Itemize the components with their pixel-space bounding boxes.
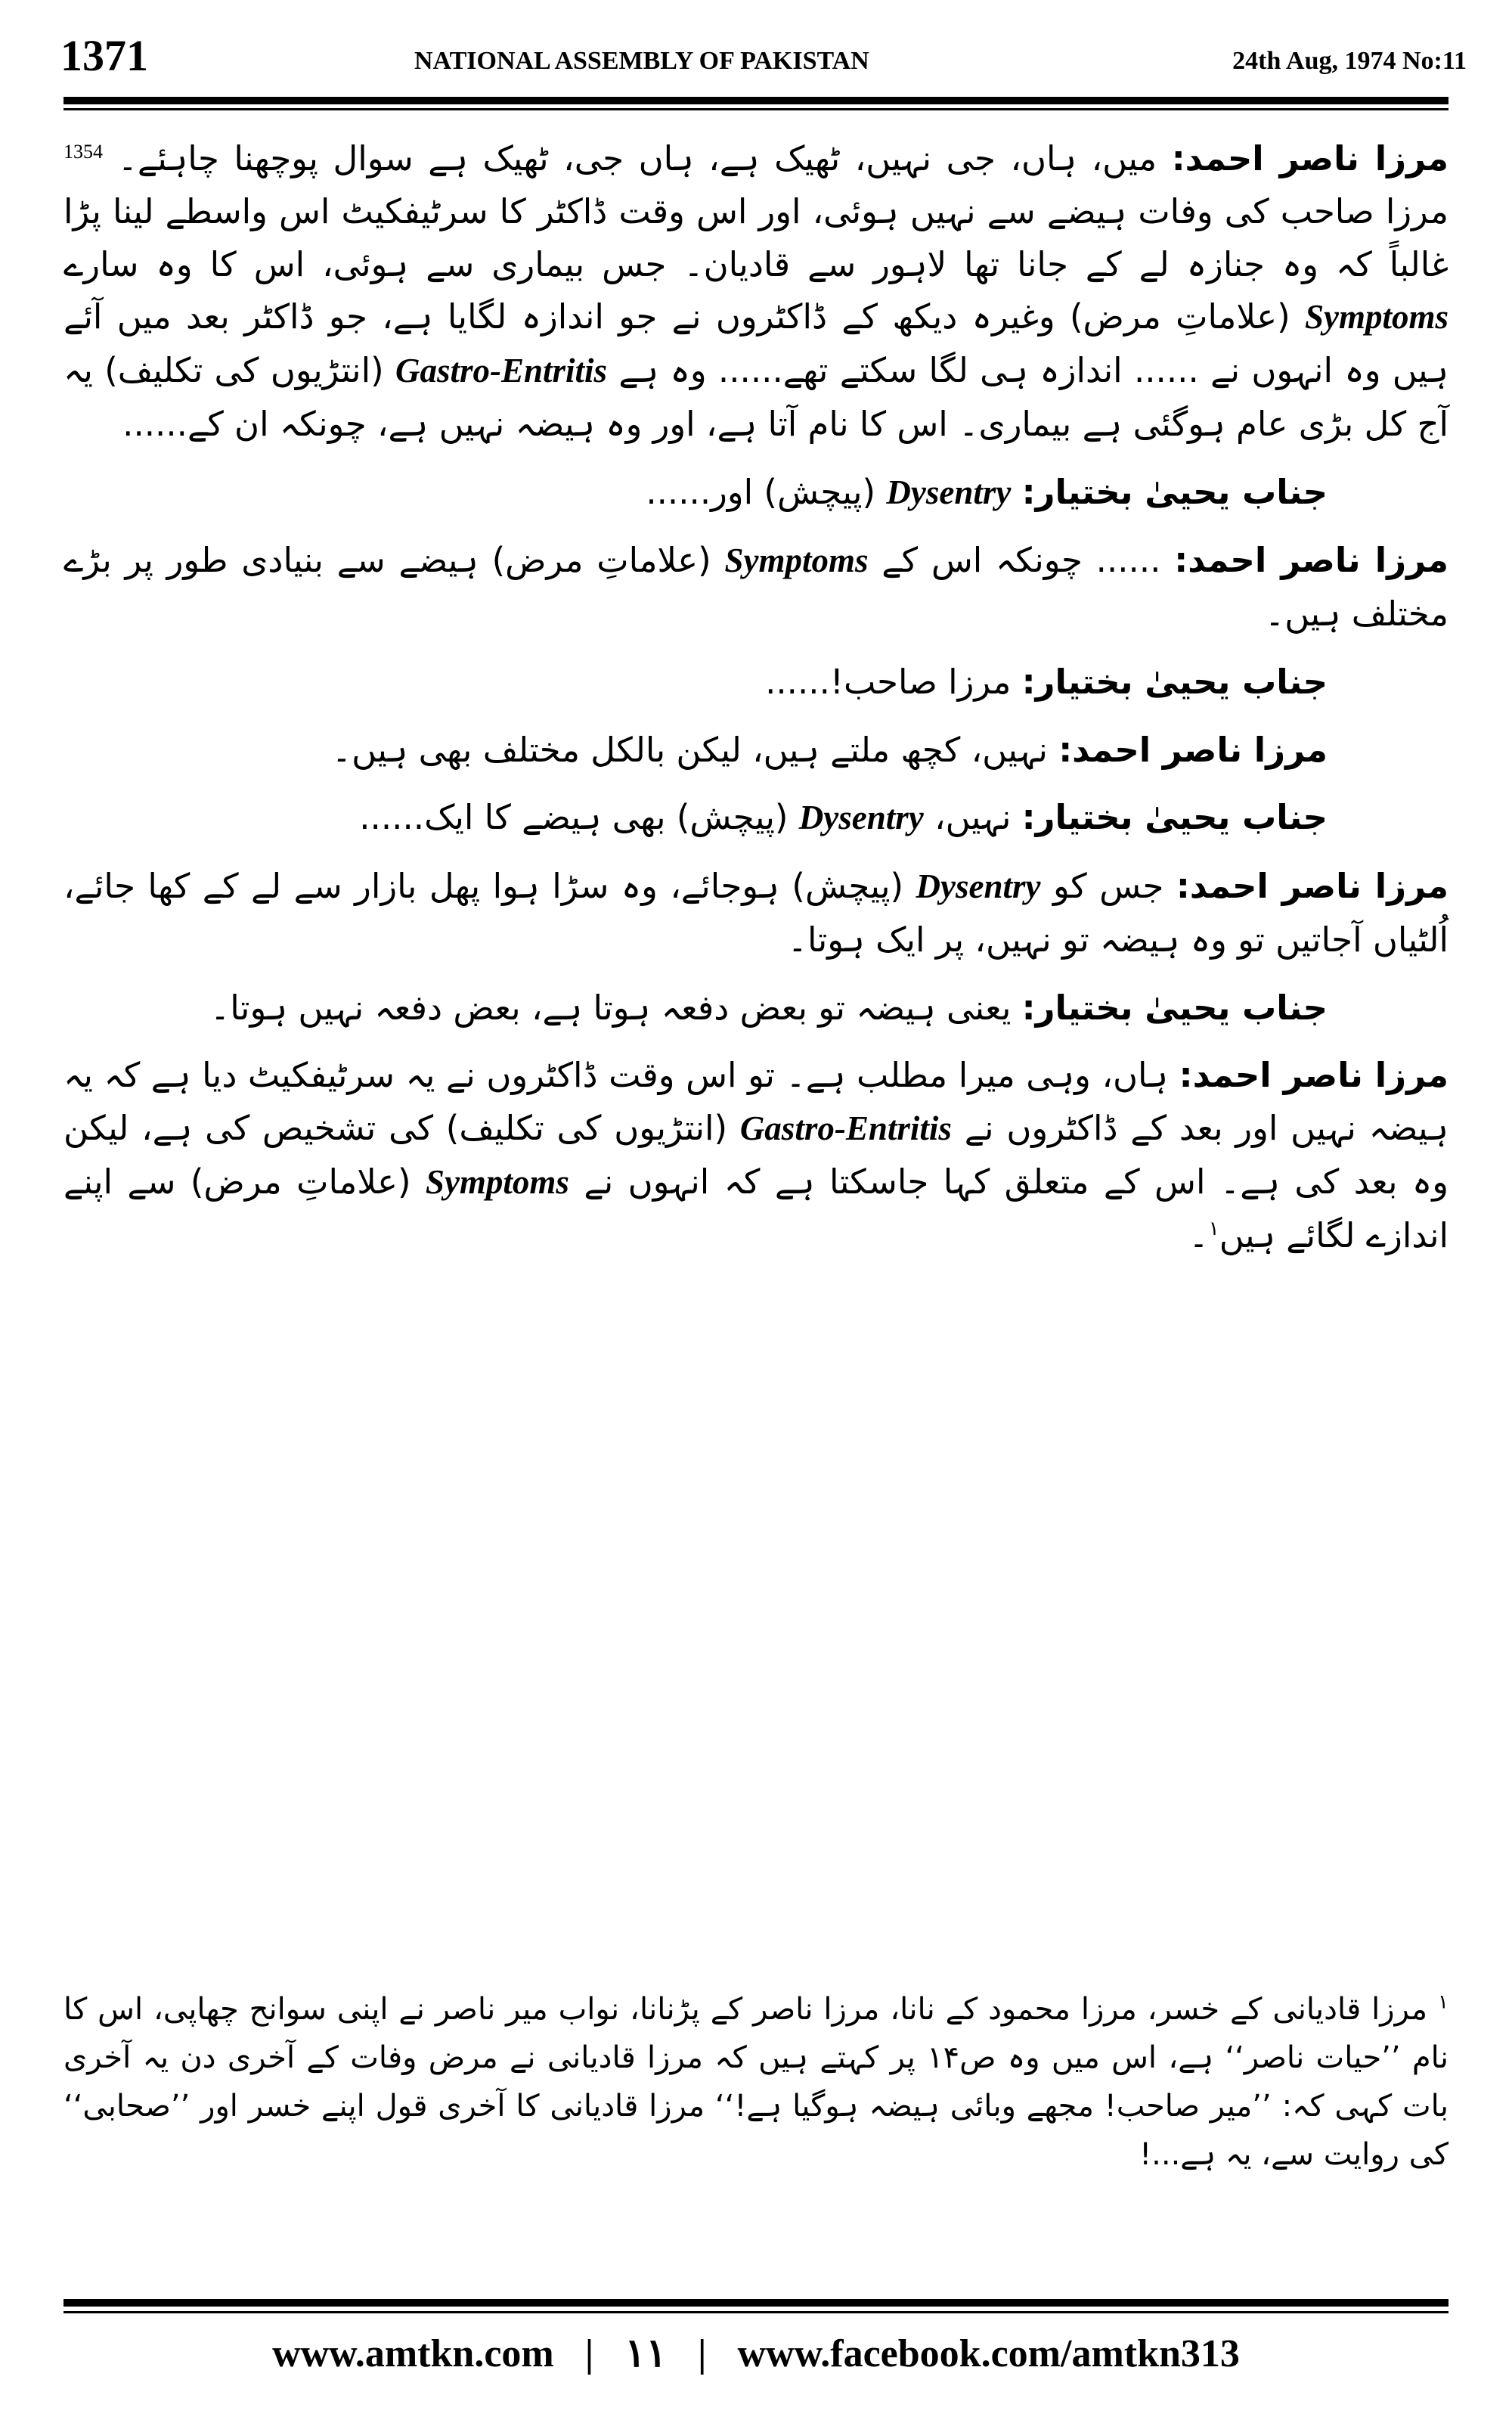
paragraph-text: (انتڑیوں کی تکلیف) کی تشخیص کی ہے، لیکن وہ بعد کی ہے۔ اس کے متعلق کہا جاسکتا ہے کہ انہوں نے [64,1108,1448,1202]
paragraph-text: (علاماتِ مرض) ہیضے سے بنیادی طور پر بڑے مختلف ہیں۔ [64,540,1448,634]
paragraph-text: (علاماتِ مرض) وغیرہ دیکھ کے ڈاکٹروں نے جو اندازہ لگایا ہے، جو ڈاکٹر بعد میں آئے ہیں وہ انہوں نے ...... اندازہ ہی لگا سکتے تھے...... وہ ہے [64,296,1448,390]
header-date: 24th Aug, 1974 No:11 [1232,47,1467,75]
paragraph-text: (پیچش) بھی ہیضے کا ایک...... [359,797,789,838]
footer-page-number: ۱۱ [624,2332,668,2375]
latin-term: Symptoms [425,1162,569,1201]
paragraph-1 [64,132,1448,451]
paragraph-text: مرزا صاحب کی وفات ہیضے سے نہیں ہوئی، اور اس وقت ڈاکٹر کا سرٹیفکیٹ اس واسطے لینا پڑا غالباً کہ وہ جنازہ لے کے جانا تھا لاہور سے قادیان۔ جس بیماری سے ہوئی، اس کا وہ سارے [64,191,1448,284]
latin-term: Gastro-Entritis [739,1109,952,1147]
paragraph-text: ۔ [1188,1215,1209,1255]
reference-marker: 1354 [64,141,103,163]
paragraph-text: نہیں، [934,797,1012,838]
speaker-label: جناب یحییٰ بختیار: [1021,471,1328,512]
paragraph-2 [64,466,1448,520]
paragraph-text: مرزا صاحب!...... [765,661,1012,702]
paragraph-4 [64,656,1448,709]
latin-term: Gastro-Entritis [395,352,608,389]
paragraph-text: ...... چونکہ اس کے [881,540,1161,581]
paragraph-text: (پیچش) اور...... [646,471,876,512]
paragraph-text: ہاں، وہی میرا مطلب ہے۔ تو اس وقت ڈاکٹروں نے یہ سرٹیفکیٹ دیا ہے کہ یہ ہیضہ نہیں اور بعد کے ڈاکٹروں نے [64,1055,1448,1148]
paragraph-text: نہیں، کچھ ملتے ہیں، لیکن بالکل مختلف بھی ہیں۔ [331,729,1048,770]
paragraph-6 [64,791,1448,845]
latin-term: Dysentry [916,867,1041,905]
page-header [60,30,1467,91]
latin-term: Symptoms [1304,298,1448,337]
footnote-text: مرزا قادیانی کے خسر، مرزا محمود کے نانا، مرزا ناصر کے پڑنانا، نواب میر ناصر نے اپنی سوانح چھاپی، اس کا نام ’’حیات ناصر‘‘ ہے، اس میں وہ ص۱۴ پر کہتے ہیں کہ مرزا قادیانی نے مرض وفات کے آخری دن یہ آخری بات کہی کہ: ’’میر صاحب! مجھے وبائی ہیضہ ہوگیا ہے!‘‘ مرزا قادیانی کا آخری قول اپنے خسر اور ’’صحابی‘‘ کی روایت سے، یہ ہے...! [64,1992,1449,2172]
footnote [64,1985,1448,2179]
page-footer [0,2331,1512,2376]
paragraph-3 [64,534,1448,641]
website-link[interactable]: www.amtkn.com [272,2332,554,2375]
speaker-label: مرزا ناصر احمد: [1179,1055,1448,1096]
paragraph-8 [64,982,1448,1035]
speaker-label: جناب یحییٰ بختیار: [1021,797,1328,838]
footer-separator: | [698,2332,707,2375]
paragraph-text: (انتڑیوں کی تکلیف) یہ آج کل بڑی عام ہوگئی ہے بیماری۔ اس کا نام آتا ہے، اور وہ ہیضہ نہیں ہے، چونکہ ان کے...... [64,350,1448,444]
speaker-label: مرزا ناصر احمد: [1176,866,1448,906]
transcript-body [64,132,1448,1277]
latin-term: Dysentry [886,473,1012,511]
speaker-label: جناب یحییٰ بختیار: [1021,987,1328,1028]
facebook-link[interactable]: www.facebook.com/amtkn313 [737,2332,1240,2375]
footer-rule-thick [64,2299,1448,2307]
speaker-label: مرزا ناصر احمد: [1058,729,1328,770]
paragraph-text: جس کو [1052,866,1164,906]
speaker-label: جناب یحییٰ بختیار: [1021,661,1328,702]
header-rule-thin [64,108,1448,110]
paragraph-7 [64,860,1448,966]
paragraph-text: میں، ہاں، جی نہیں، ٹھیک ہے، ہاں جی، ٹھیک ہے سوال پوچھنا چاہئے۔ [117,138,1157,178]
footnote-marker: ۱ [1438,1990,1448,2013]
paragraph-text: (علاماتِ مرض) سے اپنے اندازے لگائے ہیں [64,1161,1448,1255]
latin-term: Symptoms [724,541,869,580]
footnote-marker: ۱ [1208,1217,1219,1239]
paragraph-text: (پیچش) ہوجائے، وہ سڑا ہوا پھل بازار سے لے کے کھا جائے، اُلٹیاں آجاتیں تو وہ ہیضہ تو نہیں، پر ایک ہوتا۔ [64,866,1448,960]
speaker-label: مرزا ناصر احمد: [1174,540,1448,581]
speaker-label: مرزا ناصر احمد: [1171,138,1448,178]
paragraph-9 [64,1049,1448,1261]
header-title: NATIONAL ASSEMBLY OF PAKISTAN [414,47,869,75]
header-rule-thick [64,97,1448,104]
footer-separator: | [584,2332,594,2375]
paragraph-5 [64,724,1448,777]
latin-term: Dysentry [798,799,924,837]
paragraph-text: یعنی ہیضہ تو بعض دفعہ ہوتا ہے، بعض دفعہ نہیں ہوتا۔ [209,987,1012,1028]
footer-rule-thin [64,2311,1448,2313]
page-number: 1371 [60,31,148,80]
